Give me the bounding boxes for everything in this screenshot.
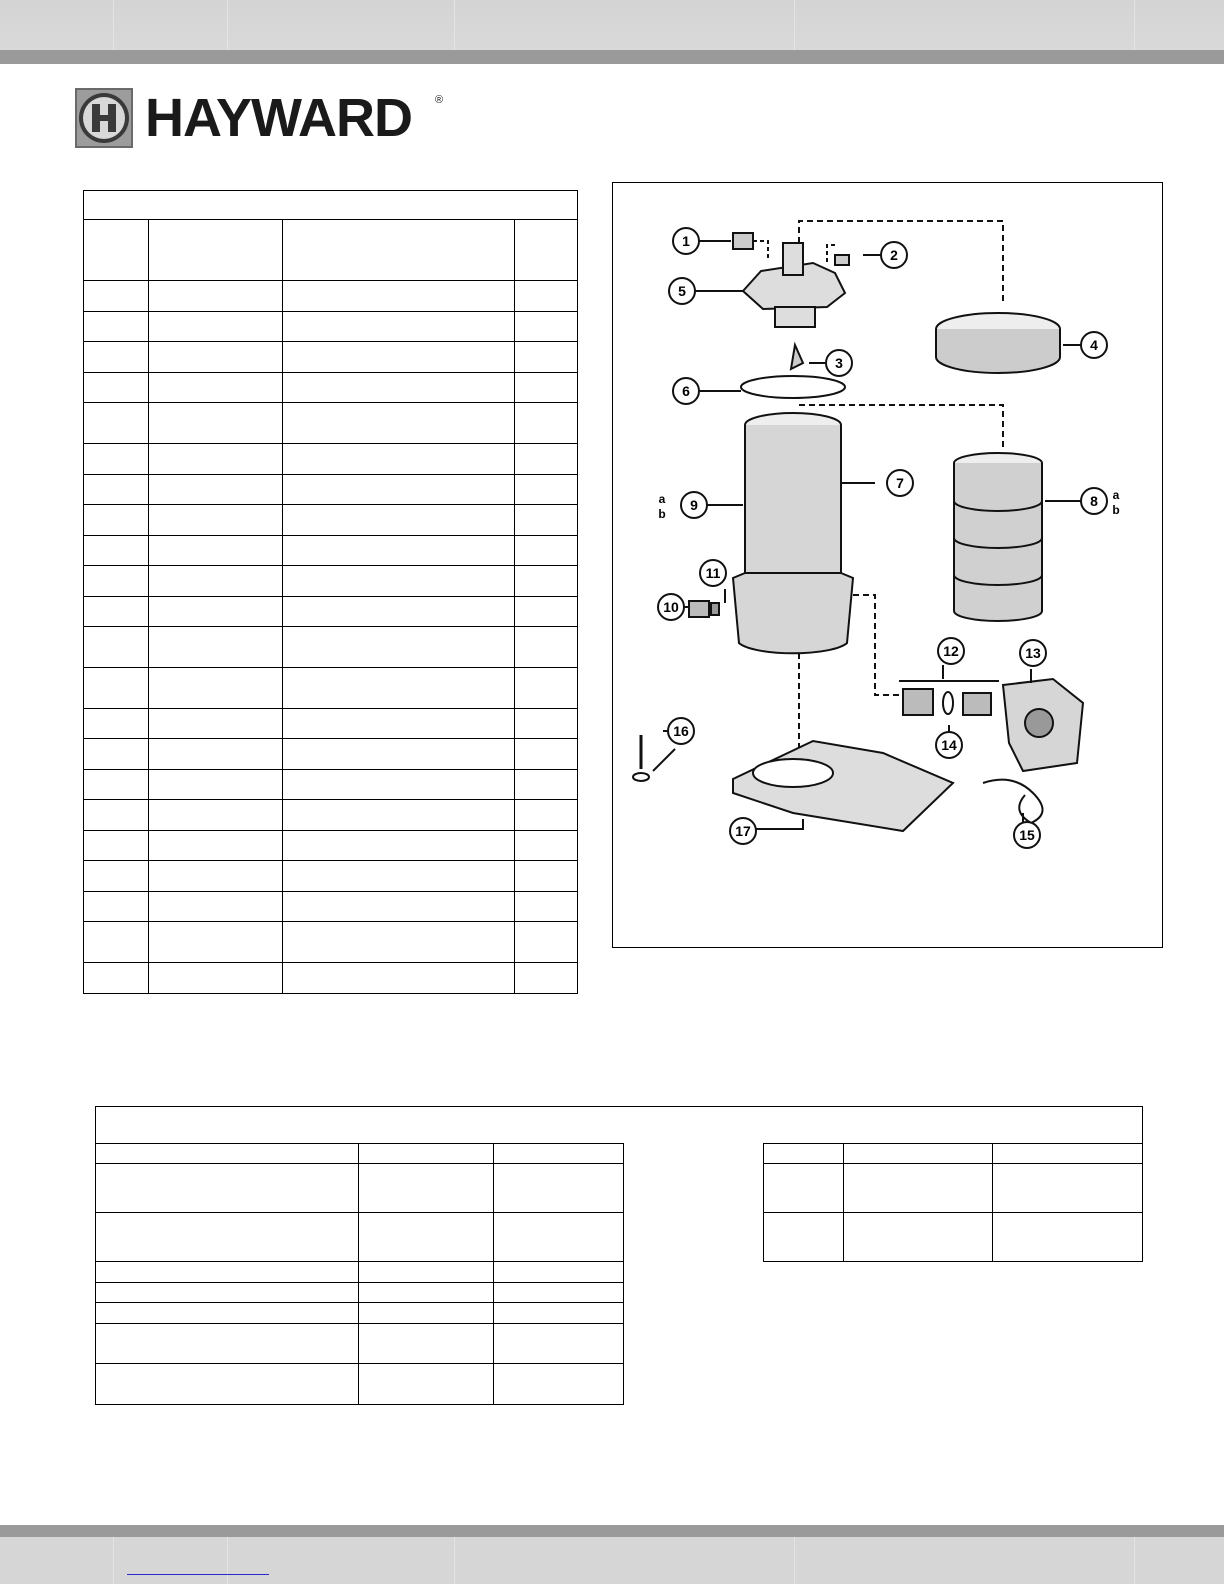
- exploded-parts-diagram: [612, 182, 1163, 948]
- svg-text:6: 6: [682, 383, 690, 399]
- pump-options-table: [763, 1143, 1143, 1262]
- table-row: [96, 1213, 624, 1262]
- table-row: [84, 505, 578, 536]
- callout-1: [673, 228, 699, 254]
- header-band-divider: [113, 0, 114, 50]
- header-band: [0, 0, 1224, 64]
- svg-text:13: 13: [1025, 645, 1041, 661]
- table-row: [84, 475, 578, 505]
- footer-band-divider: [794, 1537, 795, 1584]
- brand-name: HAYWARD: [145, 88, 413, 148]
- callout-16: [668, 718, 694, 744]
- table-row: [84, 536, 578, 566]
- header-band-divider: [227, 0, 228, 50]
- table-row: [96, 1164, 624, 1213]
- table-row: [84, 281, 578, 312]
- svg-text:16: 16: [673, 723, 689, 739]
- table-row: [96, 1303, 624, 1324]
- header-band-divider: [454, 0, 455, 50]
- table-row: [84, 444, 578, 475]
- callout-10: [658, 594, 684, 620]
- callout-17: [730, 818, 756, 844]
- svg-text:12: 12: [943, 643, 959, 659]
- specifications-title-frame: [95, 1106, 1143, 1144]
- table-row: [764, 1213, 1143, 1262]
- callout-5: [669, 278, 695, 304]
- registered-mark: ®: [435, 94, 444, 106]
- table-row: [96, 1324, 624, 1364]
- table-row: [84, 831, 578, 861]
- callout-14: [936, 732, 962, 758]
- callout-8: [1081, 488, 1107, 514]
- svg-text:10: 10: [663, 599, 679, 615]
- table-row: [84, 597, 578, 627]
- svg-text:5: 5: [678, 283, 686, 299]
- svg-text:3: 3: [835, 355, 843, 371]
- specifications-table: [95, 1143, 624, 1405]
- svg-text:1: 1: [682, 233, 690, 249]
- table-header-row: [96, 1144, 624, 1164]
- variant-b-label-9: b: [658, 507, 666, 521]
- parts-list-table: [83, 190, 578, 994]
- table-row: [84, 739, 578, 770]
- svg-text:7: 7: [896, 475, 904, 491]
- svg-text:17: 17: [735, 823, 751, 839]
- table-row: [84, 403, 578, 444]
- table-row: [84, 770, 578, 800]
- svg-text:11: 11: [705, 565, 721, 581]
- table-row: [84, 312, 578, 342]
- table-row: [84, 373, 578, 403]
- svg-text:9: 9: [690, 497, 698, 513]
- callout-11: [700, 560, 726, 586]
- svg-text:2: 2: [890, 247, 898, 263]
- svg-text:4: 4: [1090, 337, 1098, 353]
- svg-text:8: 8: [1090, 493, 1098, 509]
- header-band-divider: [794, 0, 795, 50]
- callout-7: [887, 470, 913, 496]
- callout-15: [1014, 822, 1040, 848]
- table-row: [84, 963, 578, 994]
- footer-band: [0, 1525, 1224, 1584]
- variant-a-label-9: a: [658, 492, 666, 506]
- callout-12: [938, 638, 964, 664]
- footer-band-divider: [454, 1537, 455, 1584]
- svg-text:14: 14: [941, 737, 957, 753]
- footer-band-divider: [1134, 1537, 1135, 1584]
- table-row: [84, 709, 578, 739]
- table-row: [96, 1262, 624, 1283]
- table-row: [96, 1364, 624, 1405]
- svg-text:15: 15: [1019, 827, 1035, 843]
- callout-6: [673, 378, 699, 404]
- callout-2: [881, 242, 907, 268]
- callout-3: [826, 350, 852, 376]
- table-row: [84, 566, 578, 597]
- callout-4: [1081, 332, 1107, 358]
- callout-9: [681, 492, 707, 518]
- footer-website-link[interactable]: [127, 1562, 269, 1575]
- table-header-row: [84, 220, 578, 281]
- table-row: [84, 627, 578, 668]
- table-row: [84, 342, 578, 373]
- hayward-logo: [75, 88, 455, 150]
- table-row: [84, 861, 578, 892]
- hayward-badge-icon: [75, 88, 133, 148]
- header-band-divider: [1134, 0, 1135, 50]
- table-row: [84, 800, 578, 831]
- filter-assembly-drawing: [613, 183, 1164, 949]
- table-title-row: [84, 191, 578, 220]
- callout-13: [1020, 640, 1046, 666]
- table-row: [84, 892, 578, 922]
- footer-band-divider: [227, 1537, 228, 1584]
- table-header-row: [764, 1144, 1143, 1164]
- table-row: [764, 1164, 1143, 1213]
- table-row: [84, 668, 578, 709]
- table-row: [96, 1283, 624, 1303]
- footer-band-divider: [113, 1537, 114, 1584]
- table-row: [84, 922, 578, 963]
- variant-b-label-8: b: [1112, 503, 1120, 517]
- variant-a-label-8: a: [1112, 488, 1120, 502]
